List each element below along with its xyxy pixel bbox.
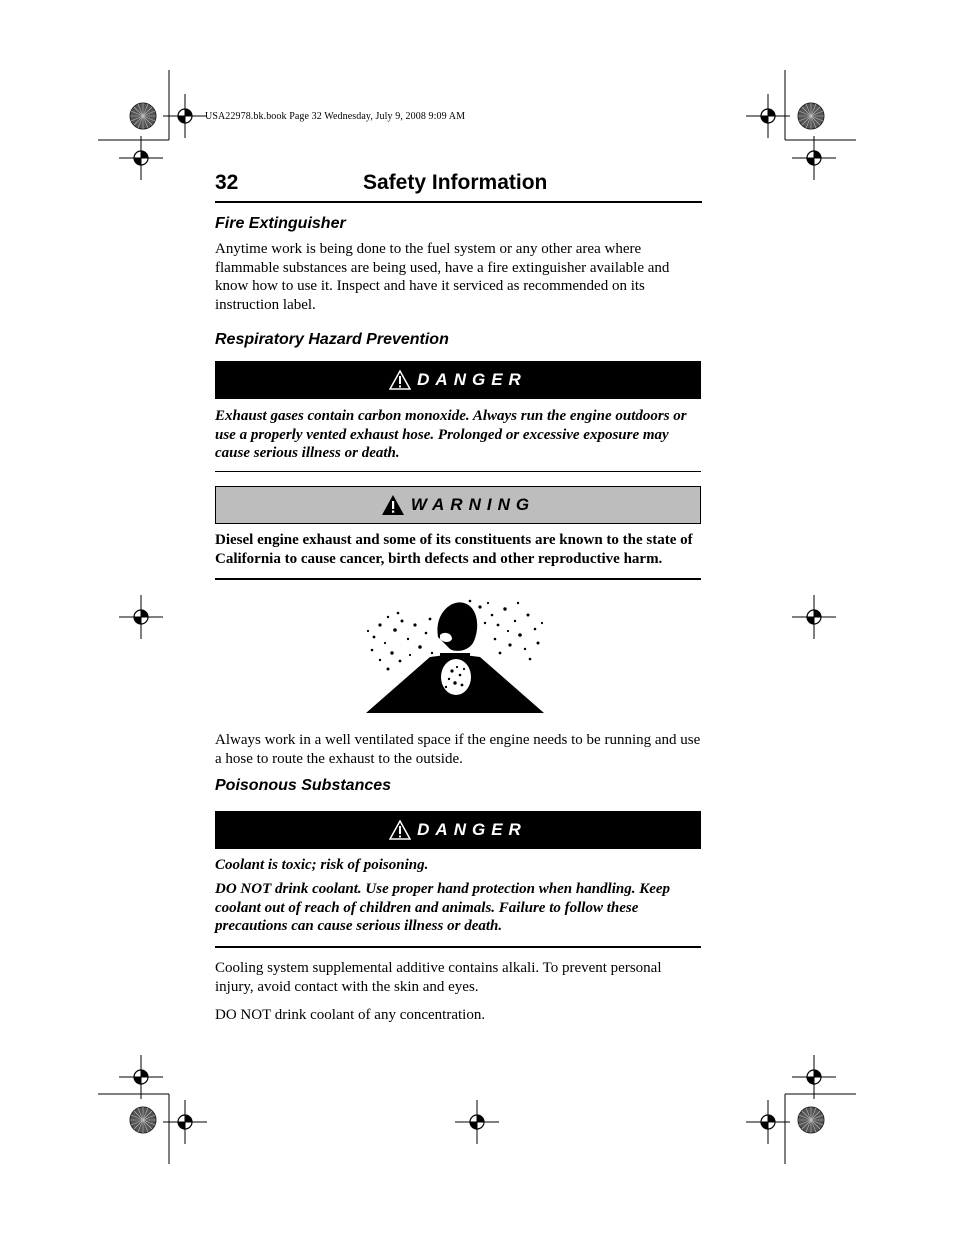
- danger-banner: [215, 361, 701, 399]
- danger-text: Exhaust gases contain carbon monoxide. Always run the engine outdoors or use a properly vented exhaust hose. Prolonged or excessive exposure may cause serious illness or death.: [215, 408, 687, 461]
- danger-banner: [215, 811, 701, 849]
- warning-banner: [215, 486, 701, 524]
- page-number: 32: [215, 171, 239, 194]
- exhaust-inhalation-illustration-icon: [360, 595, 550, 715]
- poisonous-substances-heading: Poisonous Substances: [215, 777, 392, 794]
- respiratory-heading: Respiratory Hazard Prevention: [215, 331, 449, 348]
- divider: [215, 578, 701, 580]
- warning-text: Diesel engine exhaust and some of its constituents are known to the state of California to cause cancer, birth defects and other reproductive harm.: [215, 532, 693, 567]
- coolant-text: DO NOT drink coolant of any concentration.: [215, 1007, 486, 1023]
- warning-triangle-outline-icon: [389, 820, 411, 840]
- divider: [215, 946, 701, 948]
- divider: [215, 471, 701, 472]
- page-header: [215, 171, 702, 203]
- alkali-text: Cooling system supplemental additive contains alkali. To prevent personal injury, avoid contact with the skin and eyes.: [215, 960, 662, 995]
- page-title: Safety Information: [363, 171, 548, 194]
- fire-extinguisher-heading: Fire Extinguisher: [215, 215, 346, 232]
- ventilation-text: Always work in a well ventilated space if the engine needs to be running and use a hose to route the exhaust to the outside.: [215, 732, 701, 767]
- warning-triangle-outline-icon: [389, 370, 411, 390]
- warning-label: WARNING: [410, 495, 536, 514]
- danger-text: Coolant is toxic; risk of poisoning.: [215, 857, 429, 873]
- warning-triangle-icon: [381, 494, 405, 516]
- danger-text: DO NOT drink coolant. Use proper hand protection when handling. Keep coolant out of reach of children and animals. Failure to follow these precautions can cause serious illness or death.: [215, 881, 671, 934]
- danger-label: DANGER: [417, 820, 527, 839]
- fire-extinguisher-text: Anytime work is being done to the fuel system or any other area where flammable substances are being used, have a fire extinguisher available and know how to use it. Inspect and have it serviced as recommended on its instruction label.: [215, 241, 670, 313]
- print-slug: USA22978.bk.book Page 32 Wednesday, July 9, 2008 9:09 AM: [205, 111, 466, 122]
- danger-label: DANGER: [417, 370, 527, 389]
